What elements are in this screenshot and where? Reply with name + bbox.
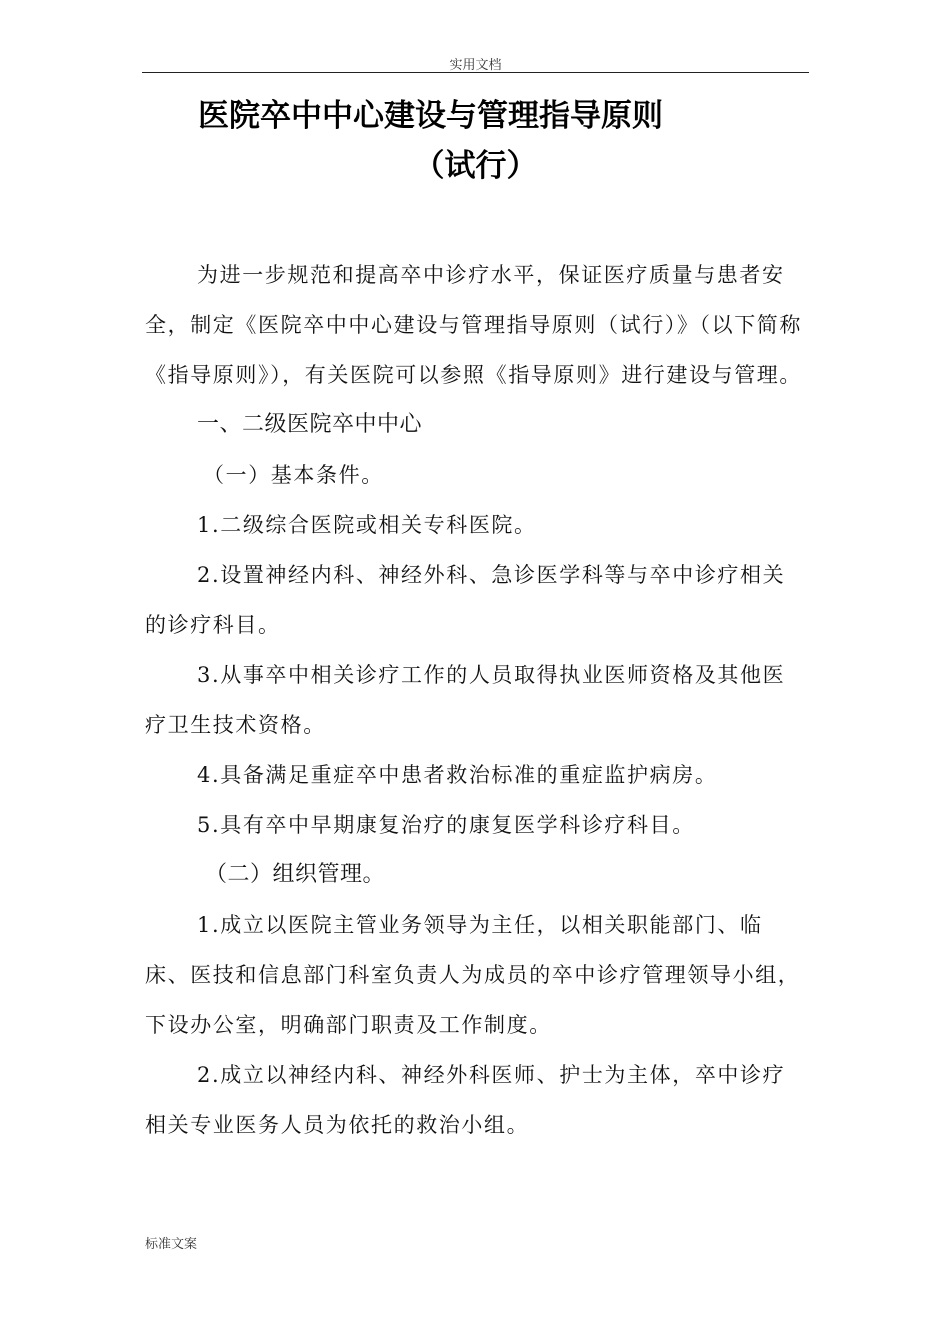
page-header: 实用文档: [449, 58, 502, 73]
list-item: 2.成立以神经内科、神经外科医师、护士为主体，卒中诊疗相关专业医务人员为依托的救治小组。: [145, 1063, 786, 1137]
subsection-heading: （一）基本条件。: [203, 463, 384, 487]
header-divider: [142, 72, 809, 73]
page-footer: 标准文案: [145, 1237, 198, 1252]
list-item: 4.具备满足重症卒中患者救治标准的重症监护病房。: [197, 763, 718, 787]
list-item: 5.具有卒中早期康复治疗的康复医学科诊疗科目。: [197, 813, 695, 837]
document-subtitle: （试行）: [413, 148, 538, 184]
list-item: 2.设置神经内科、神经外科、急诊医学科等与卒中诊疗相关的诊疗科目。: [145, 563, 786, 637]
document-title: 医院卒中中心建设与管理指导原则: [198, 98, 663, 134]
section-heading: 一、二级医院卒中中心: [197, 412, 423, 437]
list-item: 1.二级综合医院或相关专科医院。: [197, 513, 537, 537]
document-body: [145, 250, 807, 1150]
list-item: 1.成立以医院主管业务领导为主任，以相关职能部门、临床、医技和信息部门科室负责人为成员的卒中诊疗管理领导小组，下设办公室，明确部门职责及工作制度。: [145, 913, 801, 1037]
list-item: 3.从事卒中相关诊疗工作的人员取得执业医师资格及其他医疗卫生技术资格。: [145, 663, 786, 737]
intro-paragraph: 为进一步规范和提高卒中诊疗水平，保证医疗质量与患者安全，制定《医院卒中中心建设与管理指导原则（试行）》（以下简称《指导原则》），有关医院可以参照《指导原则》进行建设与管理。: [145, 263, 802, 387]
subsection-heading: （二）组织管理。: [205, 862, 386, 887]
